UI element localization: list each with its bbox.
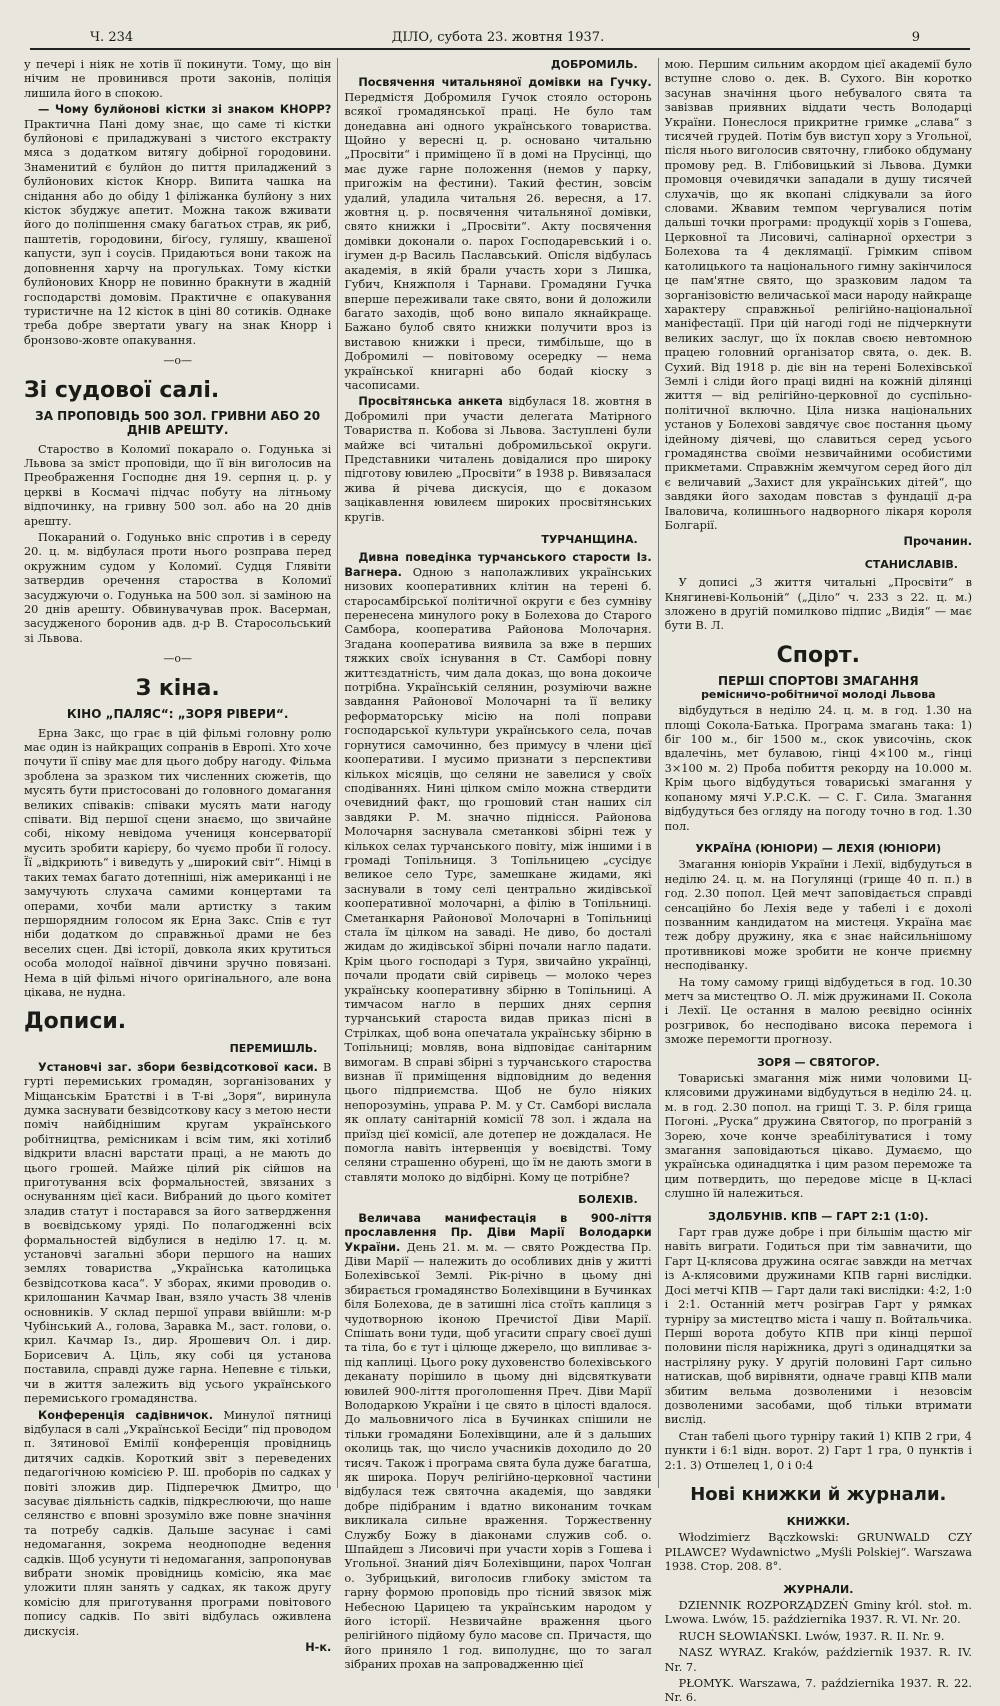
article-lead: Посвячення читальняної домівки на Гучку. — [358, 76, 652, 90]
dateline: ТУРЧАНЩИНА. — [541, 533, 638, 546]
article-body: День 21. м. м. — свято Рождества Пр. Діви Марії — належить до особливих днів у житті Болехівської Землі. Рік-річно в цьому дні збирається громадянство Болехівщини в Бучинках біля Болехова, де в затишні ліса стоїть каплиця з чудотворною іконою Пречистої Діви Марії. Спішать вони туди, щоб угасити спрагу своєї душі та тіла, бо є тут і цілюще джерело, що випливає з-під каплиці. Цього року духовенство болехівського деканату порішило в цьому дні відсвяткувати ювилей 900-ліття проголошення Преч. Діви Марії Володаркою України і це свято в цілості вдалося. До мальовничого ліса в Бучинках спішили не тільки громадяни Болехівщини, але й з дальших околиць так, що число учасників доходило до 20 тисяч. Також і програма свята була дуже багатша, як широка. Поруч релігійно-церковної частини відбулася теж святочна академія, що завдяки добре підібраним і вдатно виконаним точкам викликала сильне враження. Торжественну Службу Божу в діаконами служив соб. о. Шпайдеш з Лисовичі при участи хорів з Гошева і Угольної. Знаний діяч Болехівщини, парох Чолган о. Зубрицький, виголосив глибоку змістом та гарну формою проповідь про тісний звязок між Небесною Царицею та українським народом у його історії. Незвичайне враження цього релігійного підйому було масове сп. Причастя, що його приняло 1 год. виполуднє, що то загал зібраних прохав на запровадженню цієї — [344, 1240, 652, 1672]
article-text — [24, 1061, 331, 1407]
article-text: На тому самому грищі відбудеться в год. 10.30 метч за мистецтво О. Л. між дружинами II. Сокола і Лехії. Це остання в малою реєвідно осінніх розгривок, бо несподівано висока перемога і зможе перемогти прогнозу. — [664, 975, 972, 1047]
article-body: Практична Пані дому знає, що саме ті кістки булйонові є приладжувані з чистого екстракту мяса з додатком витягу добірної городовини. Знаменитий є булйон до пиття приладжений з булйонових кісток Кнорр. Випита чашка на снідання або до обіду 1 філіжанка булйону з них кісток збуджує апетит. Можна також вживати його до поліпшення смаку багатьох страв, як риб, паштетів, городовини, біґосу, гуляшу, квашеної капусти, зуп і соусів. Придаються вони також на доповнення харчу на прогульках. Тому кістки булйонових Кнорр не повинно бракнути в жадній господарстві домовім. Практичне є опакування туристичне на 12 кісток в ціні 80 сотиків. Однаке треба добре звертати увагу на знак Кнорр і бронзово-жовте опакування. — [24, 117, 332, 347]
dateline: СТАНИСЛАВІВ. — [864, 557, 958, 571]
match-headline: ЗОРЯ — СВЯТОГОР. — [756, 1055, 880, 1069]
header-rule — [30, 48, 970, 50]
match-headline: ЗДОЛБУНІВ. КПВ — ГАРТ 2:1 (1:0). — [708, 1209, 929, 1223]
signature: Н-к. — [305, 1641, 332, 1654]
separator: —о— — [163, 652, 192, 666]
article-text: Гарт грав дуже добре і при більшім щастю міг навіть виграти. Годиться при тім завначити, що Гарт Ц-клясова дружина осягає завжди на метчах із А-клясовими дружинами КПВ гарні вислідки. Досі метчі КПВ — Гарт дали такі вислідки: 4:2, 1:0 і 2:1. Останній метч розіграв Гарт у рямках турніру за мистецтво міста і чашу п. Войтальчика. Перші ворота добуто КПВ при кінці першої половини після наріжника, другі з одинадцятки за настріляну руку. У другій половині Гарт сильно натискав, щоб вирівняти, одначе гравці КПВ мали збитим вельма дозволеними і незовсім дозволеними засобами, щоб тільки втримати вислід. — [664, 1226, 972, 1427]
article-lead: — Чому булйонові кістки зі знаком КНОРР? — [38, 103, 332, 117]
article-body: відбулася 18. жовтня в Добромилі при участи делегата Матірного Товариства п. Кобова зі Львова. Заступлені були майже всі читальні добромильської округи. Представники читалень довідалися про широку підготову ювилею „Просвіти“ в 1938 р. Вивязалася жива й річева дискусія, що є доказом зацікавлення ювилеєм широких просвітянських кругів. — [344, 395, 652, 524]
column-1 — [24, 58, 332, 1654]
article-text — [24, 1409, 331, 1640]
article-headline: ПЕРШІ СПОРТОВІ ЗМАГАННЯ — [718, 673, 919, 688]
page-number-left: Ч. 234 — [90, 30, 134, 45]
article-lead: Величава манифестація в 900-ліття прославлення Пр. Діви Марії Володарки України. — [344, 1211, 652, 1254]
article-lead: Дивна поведінка турчанського старости Із. Вагнера. — [344, 551, 652, 579]
section-heading: З кіна. — [135, 675, 220, 701]
dateline: ДОБРОМИЛЬ. — [550, 58, 638, 71]
article-headline: ЗА ПРОПОВІДЬ 500 ЗОЛ. ГРИВНИ АБО 20 ДНІВ АРЕШТУ. — [35, 408, 321, 437]
column-2 — [337, 58, 652, 1672]
article-body: В гурті перемиських громадян, зорганізованих у Міщанськім Братстві і в Т-ві „Зоря“, виринула думка заснувати безвідсоткову касу з метою нести поміч найбіднішим кругам українського робітництва, ремісникам і всім тим, які хотілиб відкрити власні варстати праці, а не мають до цього грошей. Майже цілий рік сійшов на приготування всіх формальностей, звязаних з оснуванням цієї каси. Вибраний до цього комітет зладив статут і постарався за його затвердження в воєвідському уряді. По полагодженні всіх формальностей відбулися в неділю 17. ц. м. установчі загальні збори першого на наших землях товариства „Українська католицька безвідсоткова каса“. У зборах, якими проводив о. крилошанин Качмар Іван, взяло участь 38 членів основників. У склад першої управи ввійшли: м-р Чубінський А., голова, Заравка М., заст. голови, о. крил. Качмар Із., дир. Ярошевич Ол. і дир. Борисевич А. Ціль, яку собі ця установа поставила, справді дуже гарна. Непевне є тільки, чи в життя залежить від усього українського перемиського громадянства. — [24, 1060, 332, 1406]
article-text: Ерна Закс, що грає в цій фільмі головну ролю має один із найкращих сопранів в Европі. Хто хоче почути її співу має для цього добру нагоду. Фільма зроблена за зразком тих численних сюжетів, що мусять бути пристосовані до головного домагання великих співаків: співаки мусять мати нагоду співати. Від першої сцени знаємо, що звичайне собі, нікому невідома учениця консерваторії мусить зробити карієру, бо чуємо проби її голосу. Її „відкриють“ і виведуть у „широкий світ“. Німці в таких темах багато дотепніші, ніж американці і не замучують слухача самими концертами та операми, хочби мали артистку з таким першорядним голосом як Ерна Закс. Спів є тут ніби додатком до справжньої драми не без веселих сцен. Дві історії, довкола яких крутиться особа молодої наївної дівчини зручно повязані. Нема в цій фільмі нічого оригінального, але вона цікава, не нудна. — [24, 726, 332, 999]
section-heading: Нові книжки й журнали. — [690, 1483, 947, 1505]
article-text — [344, 76, 651, 393]
columns — [24, 58, 972, 1705]
article-body: Передмістя Добромиля Гучок стояло осторонь всякої громадянської праці. Не було там донедавна ані одного українського товариства. Щойно у вересні ц. р. основано читальню „Просвіти“ і приміщено її в домі на Прусінці, що має дуже гарне положення (немов у парку, пригожім на фестини). Такий фестин, зовсім удалий, уладила читальня 26. вересня, а 17. жовтня ц. р. посвячення читальняної домівки, свято книжки і „Просвіти“. Акту посвячення домівки доконали о. парох Господаревський і о. ігумен д-р Василь Паславський. Опісля відбулась академія, в якій брали участь хори з Лишка, Губич, Княжполя і Тарнави. Громадяни Гучка вперше переживали таке свято, вони й доложили багато заходів, щоб воно випало якнайкраще. Бажано булоб свято книжки получити вроз із виставою книжки і преси, тимбільше, що в Добромилі — повітовому осередку — нема української книгарні або бодай кіоску з часописами. — [344, 90, 652, 392]
dateline: ПЕРЕМИШЛЬ. — [229, 1042, 318, 1056]
match-headline: УКРАЇНА (ЮНІОРИ) — ЛЕХІЯ (ЮНІОРИ) — [695, 841, 942, 855]
article-body: Минулої пятниці відбулася в салі „Української Бесіди“ під проводом п. Зятинової Емілії конференція провідниць дитячих садків. Короткий звіт з переведених педагогічною комісією Р. Ш. проборів по садках у повіті зложив дир. Підперечюк Дмитро, що засуває діяльність садків, підкреслюючи, що наше селянство є вповні зрозуміло вже повне значіння та потребу садків. Дальше засунає і самі недомагання, зокрема неодноподне ведення садків. Щоб усунути ті недомагання, запропонував вибрати зномік провідниць комісію, яка має уложити плян занять у садках, як також другу комісію для приготування програми повітового попису садків. По звіті відбулась оживлена дискусія. — [24, 1408, 332, 1638]
subsection-heading: КНИЖКИ. — [786, 1514, 850, 1528]
article-text: Покараний о. Годунько вніс спротив і в середу 20. ц. м. відбулася проти нього розправа перед окружним судом у Коломиї. Судця Глявіти затвердив оречення староства в Коломиї засуджуючи о. Годунька на 500 зол. зі заміною на 20 днів арешту. Обвинувачував прок. Васерман, засудженого боронив адв. д-р В. Старосольський зі Львова. — [24, 530, 332, 645]
subsection-heading: ЖУРНАЛИ. — [783, 1582, 854, 1596]
page-header — [24, 26, 972, 48]
article-text: мою. Першим сильним акордом цієї академії було вступне слово о. дек. В. Сухого. Він коротко засунав значіння цього небувалого свята та завізвав приявних віддати честь Володарці України. Понеслося прикритне гримке „слава“ з тисячей грудей. Потім був виступ хору з Угольної, після нього виголосив святочну, глибоко обдуману промову ред. В. Глібовицький зі Львова. Думки промовця очевидячки западали в душу тисячей слухачів, що як вкопані слідкували за його словами. Жвавим темпом чергувалися потім дальші точки програми: продукції хорів з Гошева, Церковної та Лисовичі, салінарної орхестри з Болехова та 4 деклямації. Грімким співом католицького та національного гимну закінчилося це пам'ятне свято, що зразковим ладом та зорганізовістю величаської маси народу найкраще характеру справжньої релігійно-національної маніфестації. При цій нагоді годі не підчеркнути великих заслуг, що їх поклав своєю невтомною працею головний організатор свята, о. дек. В. Сухий. Від 1918 р. діє він на терені Болехівської Землі і сліди його праці видні на кожній ділянці життя — від релігійно-церковної до суспільно-політичної включно. Ціла низка національних установ у Болехові завдячує своє постання цьому ідейному діячеві, що славиться серед усього громадянства своїми незвичайними особистими прикметами. Справжнім жемчугом серед його діл є величавий „Захист для українських дітей“, що завдяки його заходам повстав з фундації д-ра Іваловича, колишнього надворного лікаря короля Болгарії. — [664, 58, 972, 532]
book-entry: Włodzimierz Bączkowski: GRUNWALD CZY PILAWCE? Wydawnictwo „Myśli Polskiej“. Warszawa 1938. Стор. 208. 8°. — [664, 1531, 972, 1574]
article-headline: КІНО „ПАЛЯС“: „ЗОРЯ РІВЕРИ“. — [66, 706, 289, 721]
journal-entry: DZIENNIK ROZPORZĄDZEŃ Gminy król. stoł. m. Lwowa. Lwów, 15. października 1937. R. VI. Nr. 20. — [664, 1599, 972, 1627]
page-number-right: 9 — [911, 30, 920, 45]
journal-entry: NASZ WYRAZ. Kraków, październik 1937. R. IV. Nr. 7. — [664, 1646, 972, 1674]
signature: Прочанин. — [903, 535, 972, 549]
section-heading: Зі судової салі. — [24, 377, 220, 403]
article-subheadline: ремісничо-робітничої молоді Львова — [701, 687, 936, 701]
masthead-date: ДІЛО, субота 23. жовтня 1937. — [391, 30, 605, 45]
dateline: БОЛЕХІВ. — [578, 1193, 638, 1207]
article-lead: Конференція садівничок. — [38, 1408, 214, 1422]
article-text: у печері і ніяк не хотів її покинути. Тому, що він нічим не провинився проти законів, поліція лишила його в спокою. — [24, 58, 332, 100]
article-text: Змагання юніорів України і Лехії, відбудуться в неділю 24. ц. м. на Погулянці (грище 40 п. п.) в год. 2.30 попол. Цей мечт заповідається справді сенсаційно бо Лехія веде у табелі і є дохолі позванним кандидатом на мистеця. Україна має теж добру дружину, яка є знає найсильнішому противникові може зробити не конче приємну несподіванку. — [664, 858, 972, 973]
article-body: Одною з наполажливих українських низових кооперативних клітин на терені б. старосамбірської політичної округи є без сумніву перенесена минулого року в Болехова до Старого Самбора, кооператива Районова Молочарня. Згадана кооператива виявила за вже в перших тяжких своїх існування в Ст. Самборі повну життєздатність, чим дала доказ, що вона докоиче потрібна. Українській селянин, розуміючи важне завдання Районової Молочарні та її велику реформаторську місію на полі поправи господарської культури українського села, почав горнутися самочинно, без примусу в члени цієї кооперативи. І мусимо признати з перспективи кількох місяців, що селяни не завелися у своїх сподіваннях. Нині цілком сміло можна ствердити очевидний факт, що грошовий стан наших сіл завдяки Р. М. значно піднісся. Районова Молочарня заснувала сметанкові збірні теж у кількох селах турчанського повіту, між іншими і в громаді Топільниця. З Топільницею „сусідує великое село Турє, замешкане жидами, які заснували в тому селі центрально жидівської кооперативної молочарні, а філію в Топільниці. Сметанкарня Районової Молочарні в Топільниці стала їм цілком на заваді. Не диво, бо досталі жидам до жидівської збірні почали наглo падати. Крім цього господарі з Туря, звичайно українці, почали продати свій сирівець — молоко через українську кооперативну збірню в Топільниці. А тимчасом нагло в перших днях серпня турчанський староста видав приказ пісні в Стрілках, щоб вона опечатала українську збірню в Топільниці; мовляв, вона відповідає санітарним вимогам. В справі збірні з турчанського староства визнав її приміщення відповідним до ведення цього підприємства. Щоб не було ніяких непорозумінь, управа Р. М. у Ст. Самборі вислала як оплату санітарній комісії 78 зол. і ждала на приїзд цієї комісії, але дотепер не дождалася. Не помогла навіть інтервенція у воєвідстві. Тому селяни страшенно обурені, що їм не дають змоги в ставляти молоко до відбірні. Кому це потрібне? — [344, 565, 652, 1184]
journal-entry: RUCH SŁOWIAŃSKI. Lwów, 1937. R. II. Nr. 9. — [678, 1629, 945, 1643]
article-text: У дописі „З життя читальні „Просвіти“ в Княгиневі-Кольоній“ („Діло“ ч. 233 з 22. ц. м.) зложено в другій помилково підпис „Видія“ — має бути В. Л. — [664, 576, 972, 633]
column-3 — [658, 58, 972, 1705]
article-lead: Просвітянська анкета — [358, 395, 503, 409]
article-text — [344, 551, 651, 1185]
article-text: Староство в Коломиї покарало о. Годунька зі Львова за зміст проповіди, що її він виголосив на Преображення Господнє дня 19. серпня ц. р. у церкві в Космачі підчас побуту на літньому відпочинку, на гривну 500 зол. або на 20 днів арешту. — [24, 442, 332, 528]
article-text: Товариські змагання між ними чоловими Ц-клясовими дружинами відбудуться в неділю 24. ц. м. в год. 2.30 попол. на грищі Т. З. Р. біля грища Погоні. „Руска“ дружина Святогор, по програній з Зорею, хоче конче зреабілітуватися і тому змагання заповідаються цікаво. Думаємо, що українська одинадцятка і цим разом переможе та цим потвердить, що передове місце в Ц-класі слушно їй належиться. — [664, 1072, 972, 1201]
article-text — [24, 103, 331, 348]
journal-entry: PŁOMYK. Warszawa, 7. października 1937. R. 22. Nr. 6. — [664, 1677, 972, 1705]
separator: —о— — [163, 354, 192, 368]
article-text — [344, 1212, 651, 1673]
section-heading: Дописи. — [24, 1009, 127, 1035]
section-heading: Спорт. — [776, 642, 860, 668]
article-text: відбудуться в неділю 24. ц. м. в год. 1.30 на площі Сокола-Батька. Програма змагань така: 1) біг 100 м., біг 1500 м., скок увисочінь, скок вдалечінь, мет булавою, гінці 4×100 м., гінці 3×100 м. 2) Проба побиття рекорду на 10.000 м. Крім цього відбудуться товариські змагання у копаному мячі У.Р.С.К. — С. Г. Сила. Змагання відбудуться без огляду на погоду точно в год. 1.30 пол. — [664, 704, 972, 833]
article-lead: Установчі заг. збори безвідсоткової каси. — [38, 1060, 318, 1074]
article-text: Стан табелі цього турніру такий 1) КПВ 2 гри, 4 пункти і 6:1 відн. ворот. 2) Гарт 1 гра, 0 пунктів і 2:1. 3) Отшелец 1, 0 і 0:4 — [664, 1429, 972, 1472]
article-text — [344, 395, 651, 525]
